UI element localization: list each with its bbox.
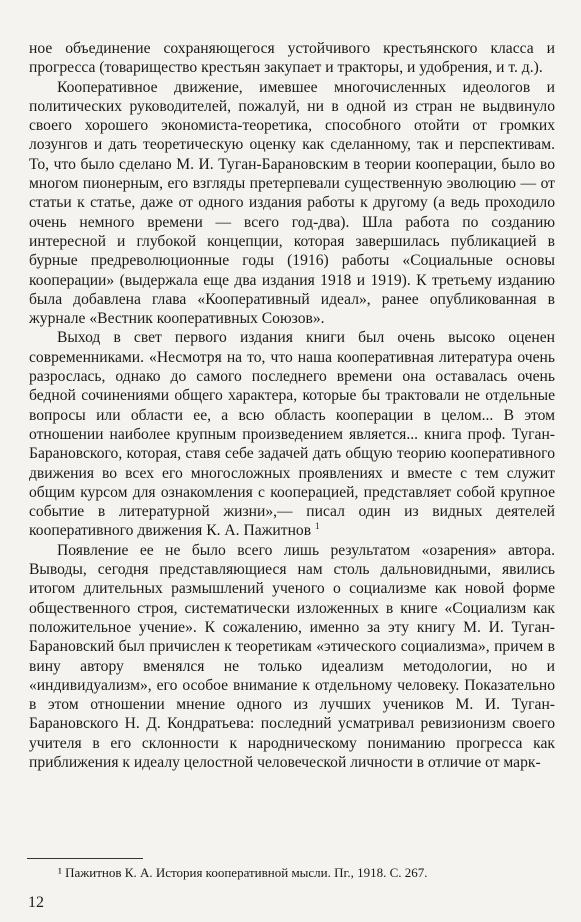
paragraph-text: Выход в свет первого издания книги был очень высоко оценен современниками. «Несмотря на то, что наша кооперативная литература очень разрослась, однако до самого последнего времени она оставалась очень бедной сочинениями общего характера, которые бы трактовали не отдельные вопросы или области ее, а всю область кооперации в целом... В этом отношении наиболее крупным произведением является... книга проф. Туган-Барановского, которая, ставя себе задачей дать общую теорию кооперативного движения во всех его многосложных проявлениях и вместе с тем служит общим курсом для ознакомления с кооперацией, представляет собой крупное событие в литературной жизни»,— писал один из видных деятелей кооперативного движения К. А. Пажитнов (29, 329, 555, 540)
footnote-divider (27, 858, 143, 859)
body-text (29, 39, 555, 772)
paragraph: Кооперативное движение, имевшее многочисленных идеологов и политических руководителей, пожалуй, ни в одной из стран не выдвинуло своего хорошего экономиста-теоретика, способного отойти от громких лозунгов и дать теоретическую оценку как сделанному, так и перспективам. То, что было сделано М. И. Туган-Барановским в теории кооперации, было во многом пионерным, его взгляды претерпевали существенную эволюцию — от статьи к статье, даже от одного издания работы к другому (а ведь проходило очень немного времени — всего год-два). Шла работа по созданию интересной и глубокой концепции, которая завершилась публикацией в бурные предреволюционные годы (1916) работы «Социальные основы кооперации» (выдержала еще два издания 1918 и 1919). К третьему изданию была добавлена глава «Кооперативный идеал», ранее опубликованная в журнале «Вестник кооперативных Союзов». (29, 78, 555, 328)
footnote: ¹ Пажитнов К. А. История кооперативной мысли. Пг., 1918. С. 267. (58, 865, 428, 880)
paragraph-with-quote (29, 328, 555, 540)
footnote-marker: 1 (315, 521, 320, 532)
paragraph-continuation: ное объединение сохраняющегося устойчивого крестьянского класса и прогресса (товарищество крестьян закупает и тракторы, и удобрения, и т. д.). (29, 40, 555, 77)
paragraph: Появление ее не было всего лишь результатом «озарения» автора. Выводы, сегодня представляющиеся нам столь дальновидными, явились итогом длительных размышлений ученого о социализме как новой форме общественного строя, систематически изложенных в книге «Социализм как положительное учение». К сожалению, именно за эту книгу М. И. Туган-Барановский был причислен к теоретикам «этического социализма», причем в вину автору вменялся не только идеализм методологии, но и «индивидуализм», его особое внимание к отдельному человеку. Показательно в этом отношении мнение одного из лучших учеников М. И. Туган-Барановского Н. Д. Кондратьева: последний усматривал ревизионизм своего учителя в его склонности к народническому пониманию прогресса как приближения к идеалу целостной человеческой личности в отличие от марк- (29, 541, 555, 771)
page-number: 12 (28, 894, 44, 911)
